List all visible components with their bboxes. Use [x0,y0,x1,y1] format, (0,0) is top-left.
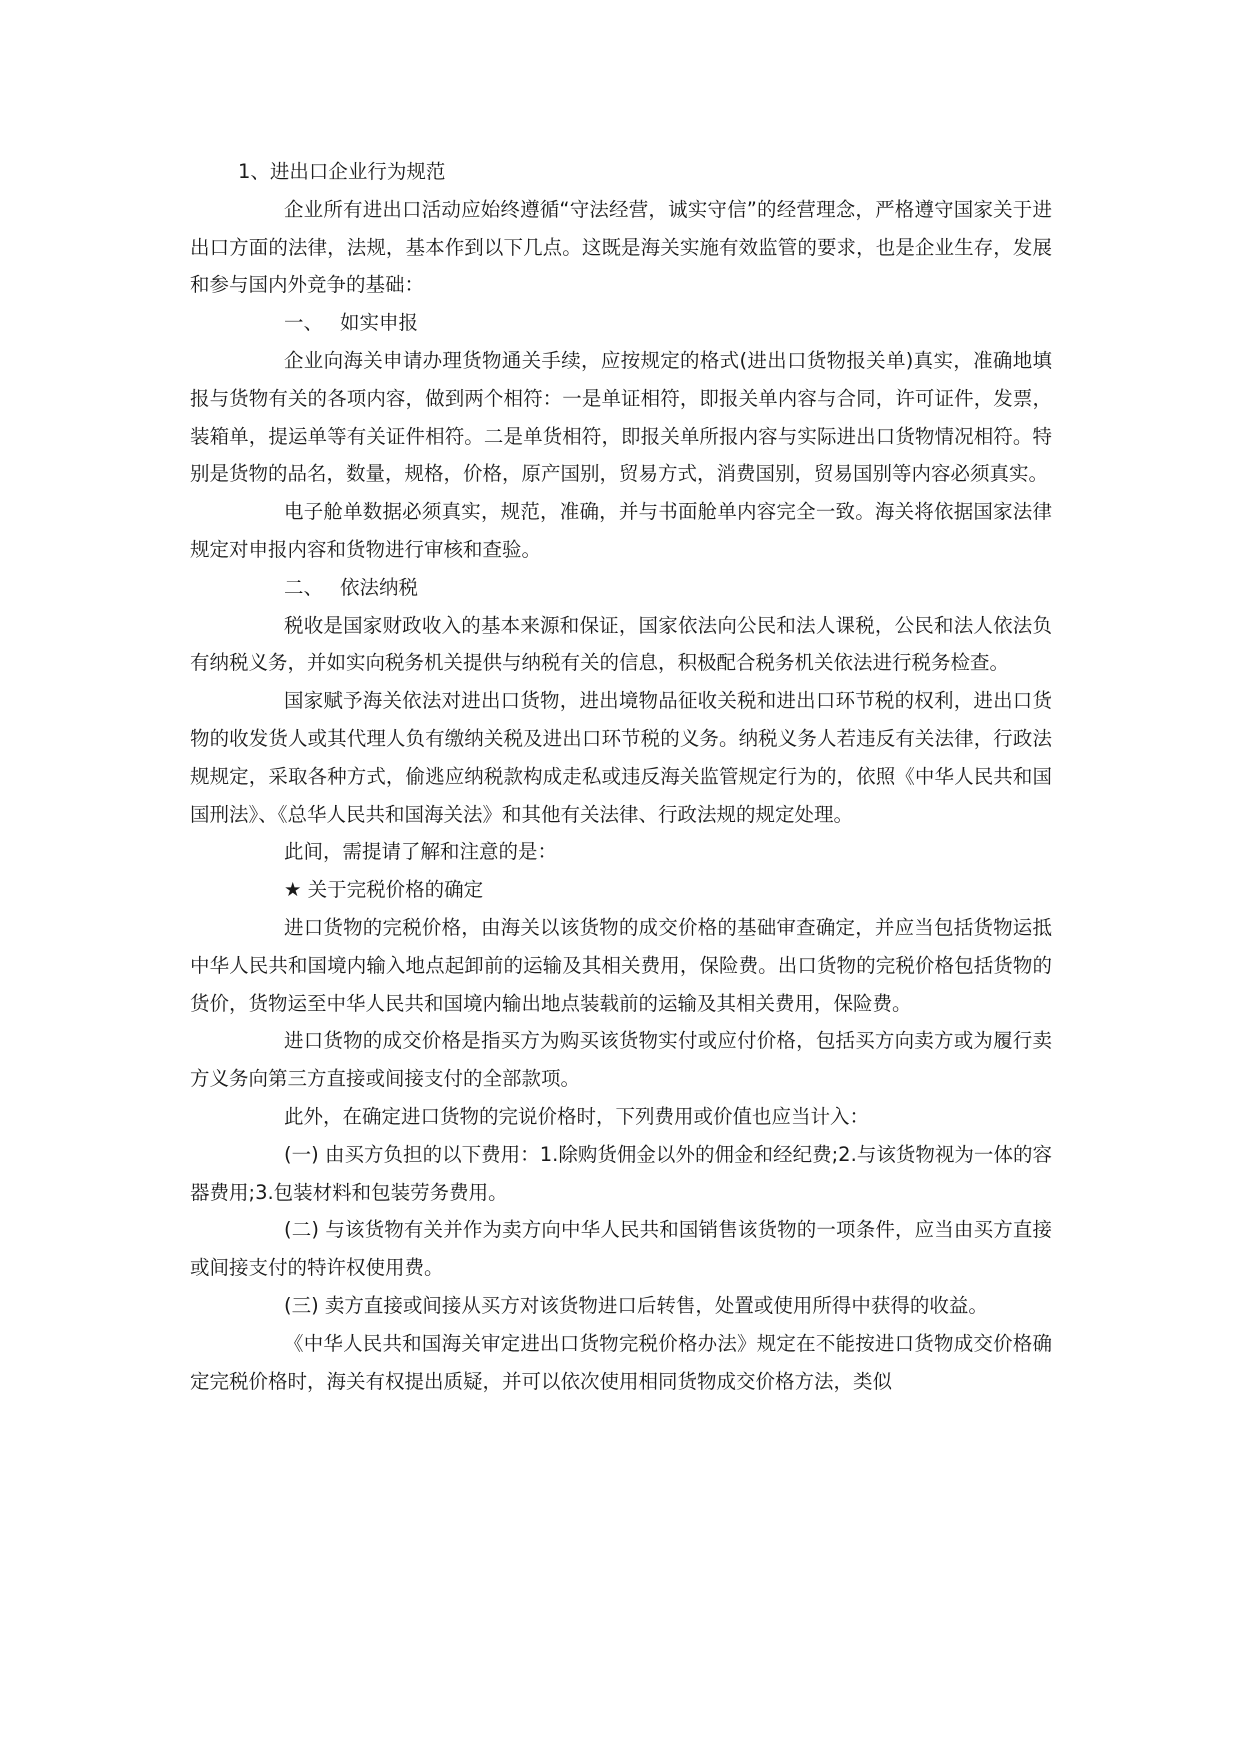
section-heading-2 [190,569,1052,607]
paragraph: 国家赋予海关依法对进出口货物，进出境物品征收关税和进出口环节税的权利，进出口货物的收发货人或其代理人负有缴纳关税及进出口环节税的义务。纳税义务人若违反有关法律，行政法规规定，采取各种方式，偷逃应纳税款构成走私或违反海关监管规定行为的，依照《中华人民共和国国刑法》、《总华人民共和国海关法》和其他有关法律、行政法规的规定处理。 [190,689,1052,826]
star-subheading: ★ 关于完税价格的确定 [284,878,484,902]
list-item: (二) 与该货物有关并作为卖方向中华人民共和国销售该货物的一项条件，应当由买方直接或间接支付的特许权使用费。 [190,1218,1052,1280]
paragraph: 电子舱单数据必须真实，规范，准确，并与书面舱单内容完全一致。海关将依据国家法律规定对申报内容和货物进行审核和查验。 [190,500,1052,561]
document-body [190,153,1052,1400]
paragraph: 税收是国家财政收入的基本来源和保证，国家依法向公民和法人课税，公民和法人依法负有纳税义务，并如实向税务机关提供与纳税有关的信息，积极配合税务机关依法进行税务检查。 [190,613,1052,675]
paragraph: 此间，需提请了解和注意的是： [284,840,558,864]
paragraph: 《中华人民共和国海关审定进出口货物完税价格办法》规定在不能按进口货物成交价格确定完税价格时，海关有权提出质疑，并可以依次使用相同货物成交价格方法，类似 [190,1331,1052,1393]
list-item: (一) 由买方负担的以下费用：1.除购货佣金以外的佣金和经纪费;2.与该货物视为一体的容器费用;3.包装材料和包装劳务费用。 [190,1142,1052,1204]
section-heading-1 [190,304,1052,342]
list-item: (三) 卖方直接或间接从买方对该货物进口后转售，处置或使用所得中获得的收益。 [284,1293,988,1317]
section-number: 一、 [284,311,324,335]
document-title: 1、进出口企业行为规范 [238,160,446,183]
intro-paragraph: 企业所有进出口活动应始终遵循“守法经营，诚实守信”的经营理念，严格遵守国家关于进出口方面的法律，法规，基本作到以下几点。这既是海关实施有效监管的要求，也是企业生存，发展和参与国内外竞争的基础： [190,197,1052,297]
section-title: 如实申报 [340,311,419,335]
paragraph: 企业向海关申请办理货物通关手续，应按规定的格式(进出口货物报关单)真实，准确地填报与货物有关的各项内容，做到两个相符：一是单证相符，即报关单内容与合同，许可证件，发票，装箱单，提运单等有关证件相符。二是单货相符，即报关单所报内容与实际进出口货物情况相符。特别是货物的品名，数量，规格，价格，原产国别，贸易方式，消费国别，贸易国别等内容必须真实。 [190,348,1052,486]
paragraph: 进口货物的成交价格是指买方为购买该货物实付或应付价格，包括买方向卖方或为履行卖方义务向第三方直接或间接支付的全部款项。 [190,1029,1052,1091]
paragraph: 此外，在确定进口货物的完说价格时，下列费用或价值也应当计入： [284,1104,870,1128]
paragraph: 进口货物的完税价格，由海关以该货物的成交价格的基础审查确定，并应当包括货物运抵中华人民共和国境内输入地点起卸前的运输及其相关费用，保险费。出口货物的完税价格包括货物的货价，货物运至中华人民共和国境内输出地点装载前的运输及其相关费用，保险费。 [190,915,1052,1015]
section-title: 依法纳税 [340,575,419,599]
section-number: 二、 [284,575,324,599]
